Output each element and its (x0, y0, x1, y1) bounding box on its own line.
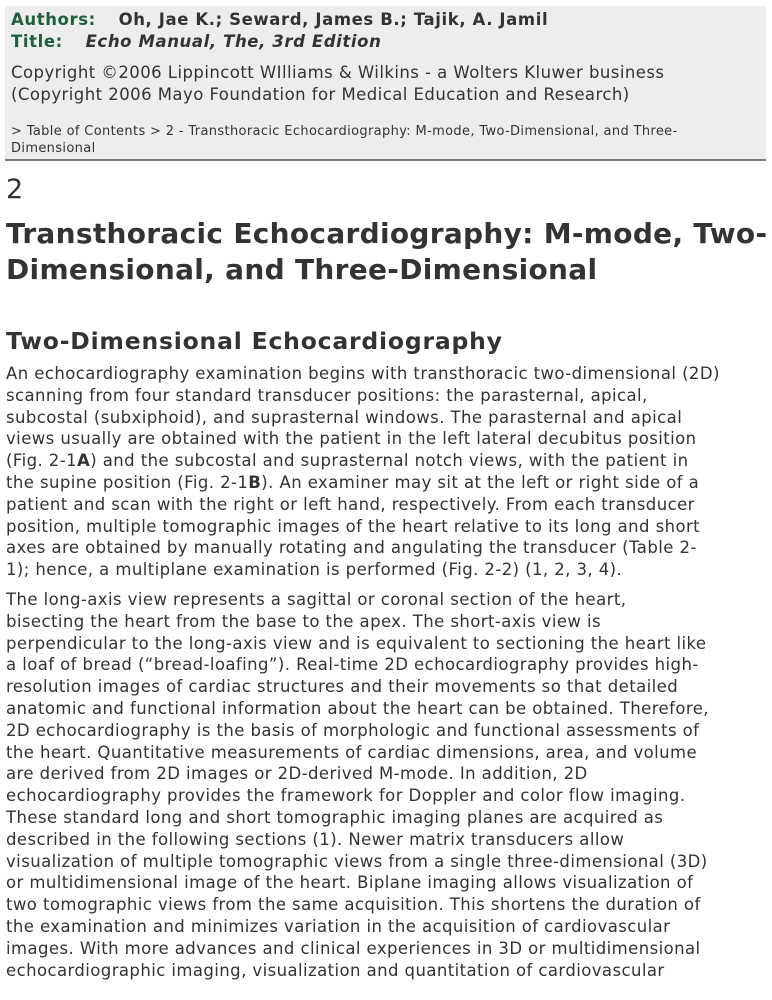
paragraph-line: anatomic and functional information about the heart can be obtained. Therefore, (6, 698, 709, 718)
paragraph-line: 1); hence, a multiplane examination is performed (Fig. 2-2) (1, 2, 3, 4). (6, 560, 623, 580)
paragraph-line: the heart. Quantitative measurements of cardiac dimensions, area, and volume (6, 742, 698, 762)
chapter-number: 2 (6, 174, 24, 205)
paragraph-line: position, multiple tomographic images of the heart relative to its long and short (6, 516, 701, 536)
paragraph-line: images. With more advances and clinical experiences in 3D or multidimensional (6, 938, 701, 958)
paragraph-line: 2D echocardiography is the basis of morphologic and functional assessments of (6, 720, 700, 740)
breadcrumb[interactable] (11, 123, 756, 157)
paragraph-line: the supine position (Fig. 2-1B). An examiner may sit at the left or right side of a (6, 472, 700, 492)
paragraph-line: the examination and minimizes variation in the acquisition of cardiovascular (6, 916, 671, 936)
copyright-line: (Copyright 2006 Mayo Foundation for Medical Education and Research) (11, 85, 630, 104)
paragraph-line: resolution images of cardiac structures and their movements so that detailed (6, 677, 679, 697)
breadcrumb-line[interactable]: Dimensional (11, 141, 96, 156)
paragraph-line: described in the following sections (1). Newer matrix transducers allow (6, 829, 625, 849)
bold-figure-panel-letter: A (77, 451, 91, 471)
paragraph-line: The long-axis view represents a sagittal or coronal section of the heart, (6, 590, 627, 609)
paragraph-line: perpendicular to the long-axis view and is equivalent to sectioning the heart like (6, 633, 707, 653)
breadcrumb-line[interactable]: > Table of Contents > 2 - Transthoracic Echocardiography: M-mode, Two-Dimensional, and Three- (11, 124, 678, 139)
chapter-title-line: Dimensional, and Three-Dimensional (6, 253, 598, 286)
paragraph-line: are derived from 2D images or 2D-derived M-mode. In addition, 2D (6, 764, 588, 784)
paragraph-line: (Fig. 2-1A) and the subcostal and suprasternal notch views, with the patient in (6, 451, 689, 471)
section-title: Two-Dimensional Echocardiography (6, 327, 503, 355)
chapter-title (6, 216, 766, 288)
paragraph-line: echocardiography provides the framework for Doppler and color flow imaging. (6, 786, 686, 806)
paragraph-line: patient and scan with the right or left hand, respectively. From each transducer (6, 494, 695, 514)
copyright-line: Copyright ©2006 Lippincott WIlliams & Wilkins - a Wolters Kluwer business (11, 63, 665, 82)
body-paragraph (6, 363, 768, 581)
title-label: Title: (11, 32, 63, 51)
paragraph-line: subcostal (subxiphoid), and suprasternal windows. The parasternal and apical (6, 407, 683, 427)
bold-figure-panel-letter: B (248, 472, 262, 492)
paragraph-line: or multidimensional image of the heart. Biplane imaging allows visualization of (6, 873, 694, 893)
authors-value: Oh, Jae K.; Seward, James B.; Tajik, A. Jamil (118, 10, 549, 29)
body-paragraph (6, 589, 768, 981)
copyright-notice (11, 62, 664, 106)
paragraph-line: a loaf of bread (“bread-loafing”). Real-time 2D echocardiography provides high- (6, 655, 699, 675)
paragraph-line: These standard long and short tomographic imaging planes are acquired as (6, 807, 664, 827)
paragraph-line: two tomographic views from the same acquisition. This shortens the duration of (6, 895, 701, 915)
paragraph-line: visualization of multiple tomographic views from a single three-dimensional (3D) (6, 851, 708, 871)
paragraph-line: echocardiographic imaging, visualization and quantitation of cardiovascular (6, 960, 665, 980)
book-title: Echo Manual, The, 3rd Edition (85, 32, 382, 51)
chapter-title-line: Transthoracic Echocardiography: M-mode, Two- (6, 217, 768, 250)
document-header (5, 6, 766, 161)
paragraph-line: views usually are obtained with the patient in the left lateral decubitus position (6, 429, 697, 449)
authors-label: Authors: (11, 10, 96, 29)
title-line (11, 32, 381, 51)
authors-line (11, 10, 548, 29)
paragraph-line: An echocardiography examination begins with transthoracic two-dimensional (2D) (6, 364, 720, 383)
paragraph-line: bisecting the heart from the base to the apex. The short-axis view is (6, 611, 602, 631)
paragraph-line: scanning from four standard transducer positions: the parasternal, apical, (6, 385, 648, 405)
paragraph-line: axes are obtained by manually rotating and angulating the transducer (Table 2- (6, 538, 697, 558)
